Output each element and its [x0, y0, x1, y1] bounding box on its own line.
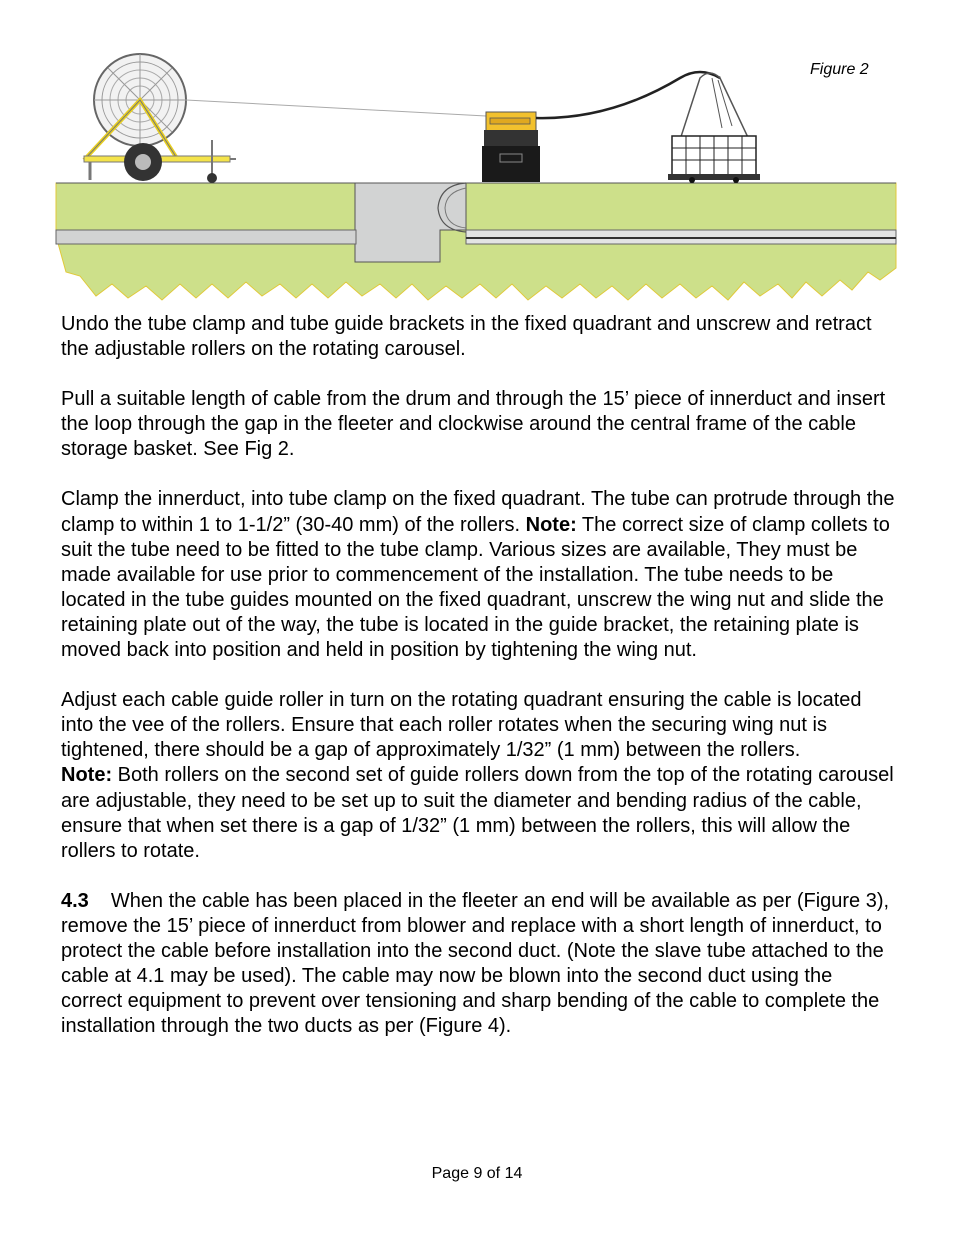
note-label: Note:	[61, 764, 113, 787]
section-4-3	[61, 889, 896, 1040]
page-number: Page 9 of 14	[431, 1165, 523, 1182]
cable-blower	[482, 112, 540, 182]
fleeter-basket	[668, 73, 760, 183]
figure-caption: Figure 2	[810, 61, 869, 78]
paragraph-text: Both rollers on the second set of guide rollers down from the top of the rotating carousel are adjustable, they need to be set up to suit the diameter and bending radius of the cable, ensure that when set there is a gap of 1/32” (1 mm) between the rollers, this will allow the rollers to rotate.	[61, 764, 894, 862]
paragraph-adjust-rollers: Adjust each cable guide roller in turn on the rotating quadrant ensuring the cable is located into the vee of the rollers. Ensure that each roller rotates when the securing wing nut is tightened, there should be a gap of approximately 1/32” (1 mm) between the rollers.	[61, 689, 862, 762]
paragraph-text: Clamp the innerduct, into tube clamp on the fixed quadrant. The tube can protrude through the clamp to within 1 to 1-1/2” (30-40 mm) of the rollers.	[61, 488, 895, 536]
section-number: 4.3	[61, 889, 89, 912]
paragraph-clamp-innerduct	[61, 487, 896, 663]
body-text	[61, 312, 896, 1064]
cable-drum-trailer	[84, 54, 236, 183]
paragraph-note-rollers	[61, 763, 896, 863]
figure-2-illustration	[0, 0, 954, 310]
section-text: When the cable has been placed in the fleeter an end will be available as per (Figure 3), remove the 15’ piece of innerduct from blower and replace with a short length of innerduct, to protect the cable before installation into the second duct. (Note the slave tube attached to the cable at 4.1 may be used). The cable may now be blown into the second duct using the correct equipment to prevent over tensioning and sharp bending of the cable to complete the installation through the two ducts as per (Figure 4).	[61, 889, 890, 1038]
paragraph-text: The correct size of clamp collets to suit the tube need to be fitted to the tube clamp. Various sizes are available, They must be made available for use prior to commencement of the installation. The tube needs to be located in the tube guides mounted on the fixed quadrant, unscrew the wing nut and slide the retaining plate out of the way, the tube is located in the guide bracket, the retaining plate is moved back into position and held in position by tightening the wing nut.	[61, 513, 890, 662]
paragraph-pull-cable: Pull a suitable length of cable from the drum and through the 15’ piece of innerduct and insert the loop through the gap in the fleeter and clockwise around the central frame of the cable storage basket. See Fig 2.	[61, 388, 886, 461]
first-duct	[56, 230, 356, 244]
note-label: Note:	[525, 513, 577, 536]
paragraph-undo-clamp: Undo the tube clamp and tube guide brackets in the fixed quadrant and unscrew and retract the adjustable rollers on the rotating carousel.	[61, 313, 872, 361]
cable-line	[186, 100, 486, 116]
